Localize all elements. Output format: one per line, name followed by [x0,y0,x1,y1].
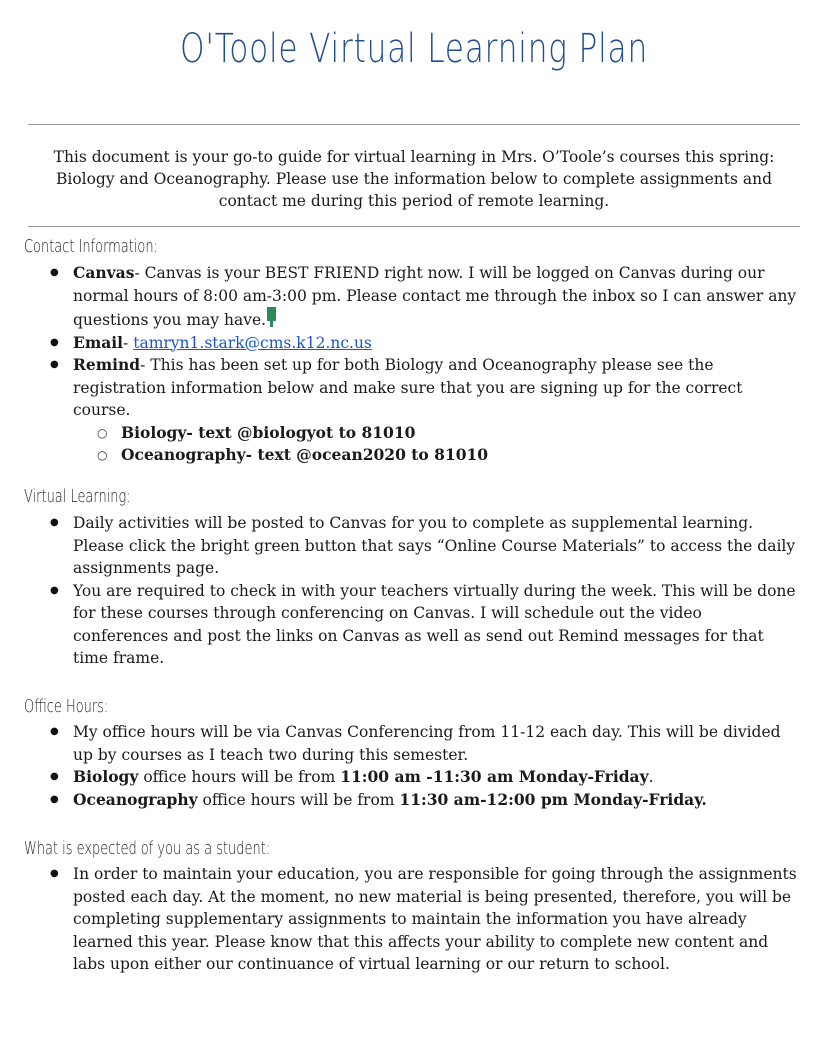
list-item-remind [0,354,800,467]
expected-list [0,863,800,976]
cursor-marker-icon [267,307,276,321]
contact-list [0,262,800,467]
remind-label: Remind [73,355,141,374]
biology-period: . [648,768,654,786]
office-heading: Office Hours: [24,696,109,717]
biology-label: Biology [73,767,139,786]
remind-sublist [73,422,800,467]
biology-text: office hours will be from [138,768,341,786]
intro-divider [28,226,800,227]
list-item-email [0,332,800,355]
virtual-heading: Virtual Learning: [24,486,131,507]
remind-text: - This has been set up for both Biology and Oceanography please see the registration information below and make sure that you are signing up for the correct course. [73,356,743,419]
intro-paragraph: This document is your go-to guide for virtual learning in Mrs. O’Toole’s courses this spring: Biology and Oceanography. Please use the information below to complete assignments and contact me during this period of remote learning. [53,148,775,210]
page-title: O'Toole Virtual Learning Plan [180,26,649,72]
list-item: ● You are required to check in with your teachers virtually during the week. This will be done for these courses through conferencing on Canvas. I will schedule out the video conferences and post the links on Canvas as well as send out Remind messages for that time frame. [0,580,800,670]
oceanography-text: office hours will be from [197,790,400,809]
email-label: Email [73,332,124,352]
list-item: ● My office hours will be via Canvas Conferencing from 11-12 each day. This will be divided up by courses as I teach two during this semester. [0,721,800,766]
email-separator: - [123,333,134,352]
biology-time: 11:00 am -11:30 am Monday-Friday [340,767,649,786]
sublist-item-oceanography: ○ Oceanography- text @ocean2020 to 81010 [73,444,800,467]
sublist-item-biology: ○ Biology- text @biologyot to 81010 [73,422,800,445]
list-item: ● Daily activities will be posted to Canvas for you to complete as supplemental learning. Please click the bright green button that says “Online Course Materials” to access the daily assignments page. [0,512,800,580]
canvas-label: Canvas [73,263,135,282]
virtual-list [0,512,800,670]
top-divider [28,124,800,125]
canvas-text: - Canvas is your BEST FRIEND right now. I will be logged on Canvas during our normal hours of 8:00 am-3:00 pm. Please contact me through the inbox so I can answer any questions you may have. [73,264,797,329]
list-item-biology-hours [0,766,800,789]
oceanography-label: Oceanography [73,789,198,809]
list-item-oceanography-hours [0,789,800,812]
list-item-canvas [0,262,800,332]
contact-heading: Contact Information: [24,236,158,257]
email-link[interactable]: tamryn1.stark@cms.k12.nc.us [133,333,372,352]
oceanography-time: 11:30 am-12:00 pm Monday-Friday. [399,789,707,809]
list-item: ● In order to maintain your education, you are responsible for going through the assignments posted each day. At the moment, no new material is being presented, therefore, you will be completing supplementary assignments to maintain the information you have already learned this year. Please know that this affects your ability to complete new content and labs upon either our continuance of virtual learning or our return to school. [0,863,800,976]
expected-heading: What is expected of you as a student: [24,838,271,859]
office-list [0,721,800,811]
